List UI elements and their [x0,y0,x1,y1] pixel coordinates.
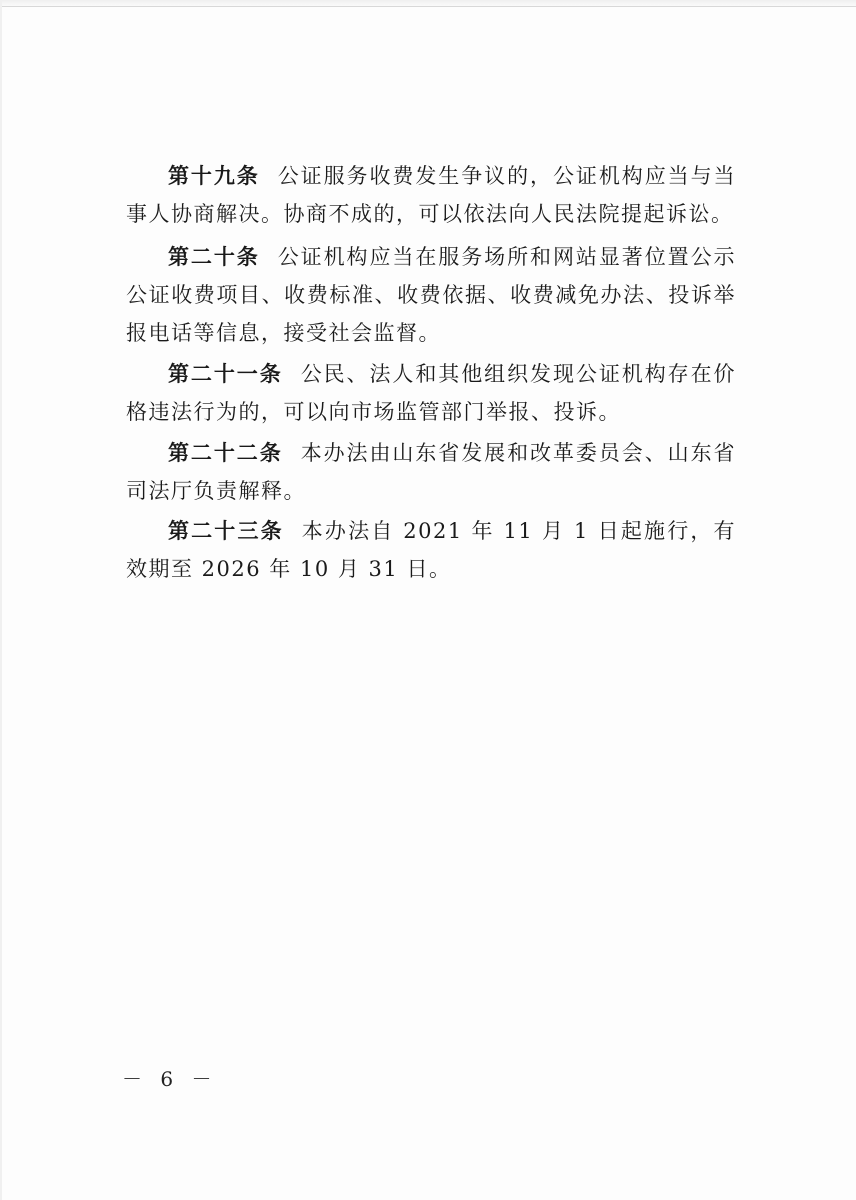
article-body: 公民、法人和其他组织发现公证机构存在价格违法行为的，可以向市场监管部门举报、投诉。 [126,362,737,424]
article-body: 本办法由山东省发展和改革委员会、山东省司法厅负责解释。 [126,441,737,503]
article-body: 本办法自 2021 年 11 月 1 日起施行，有效期至 2026 年 10 月 31 日。 [126,519,737,581]
article-20 [126,238,736,352]
scan-edge [0,0,856,7]
article-heading: 第二十二条 [168,441,283,465]
scan-edge-left [0,0,2,1200]
article-19 [126,157,736,233]
article-23 [126,512,736,588]
article-body: 公证机构应当在服务场所和网站显著位置公示公证收费项目、收费标准、收费依据、收费减免办法、投诉举报电话等信息，接受社会监督。 [126,245,737,345]
article-heading: 第二十三条 [168,519,284,543]
article-22 [126,434,736,510]
page-number: － 6 － [122,1067,218,1091]
article-21 [126,355,736,431]
article-heading: 第二十条 [168,245,260,269]
article-body: 公证服务收费发生争议的，公证机构应当与当事人协商解决。协商不成的，可以依法向人民法院提起诉讼。 [126,164,737,226]
article-heading: 第二十一条 [168,362,283,386]
article-heading: 第十九条 [168,164,260,188]
